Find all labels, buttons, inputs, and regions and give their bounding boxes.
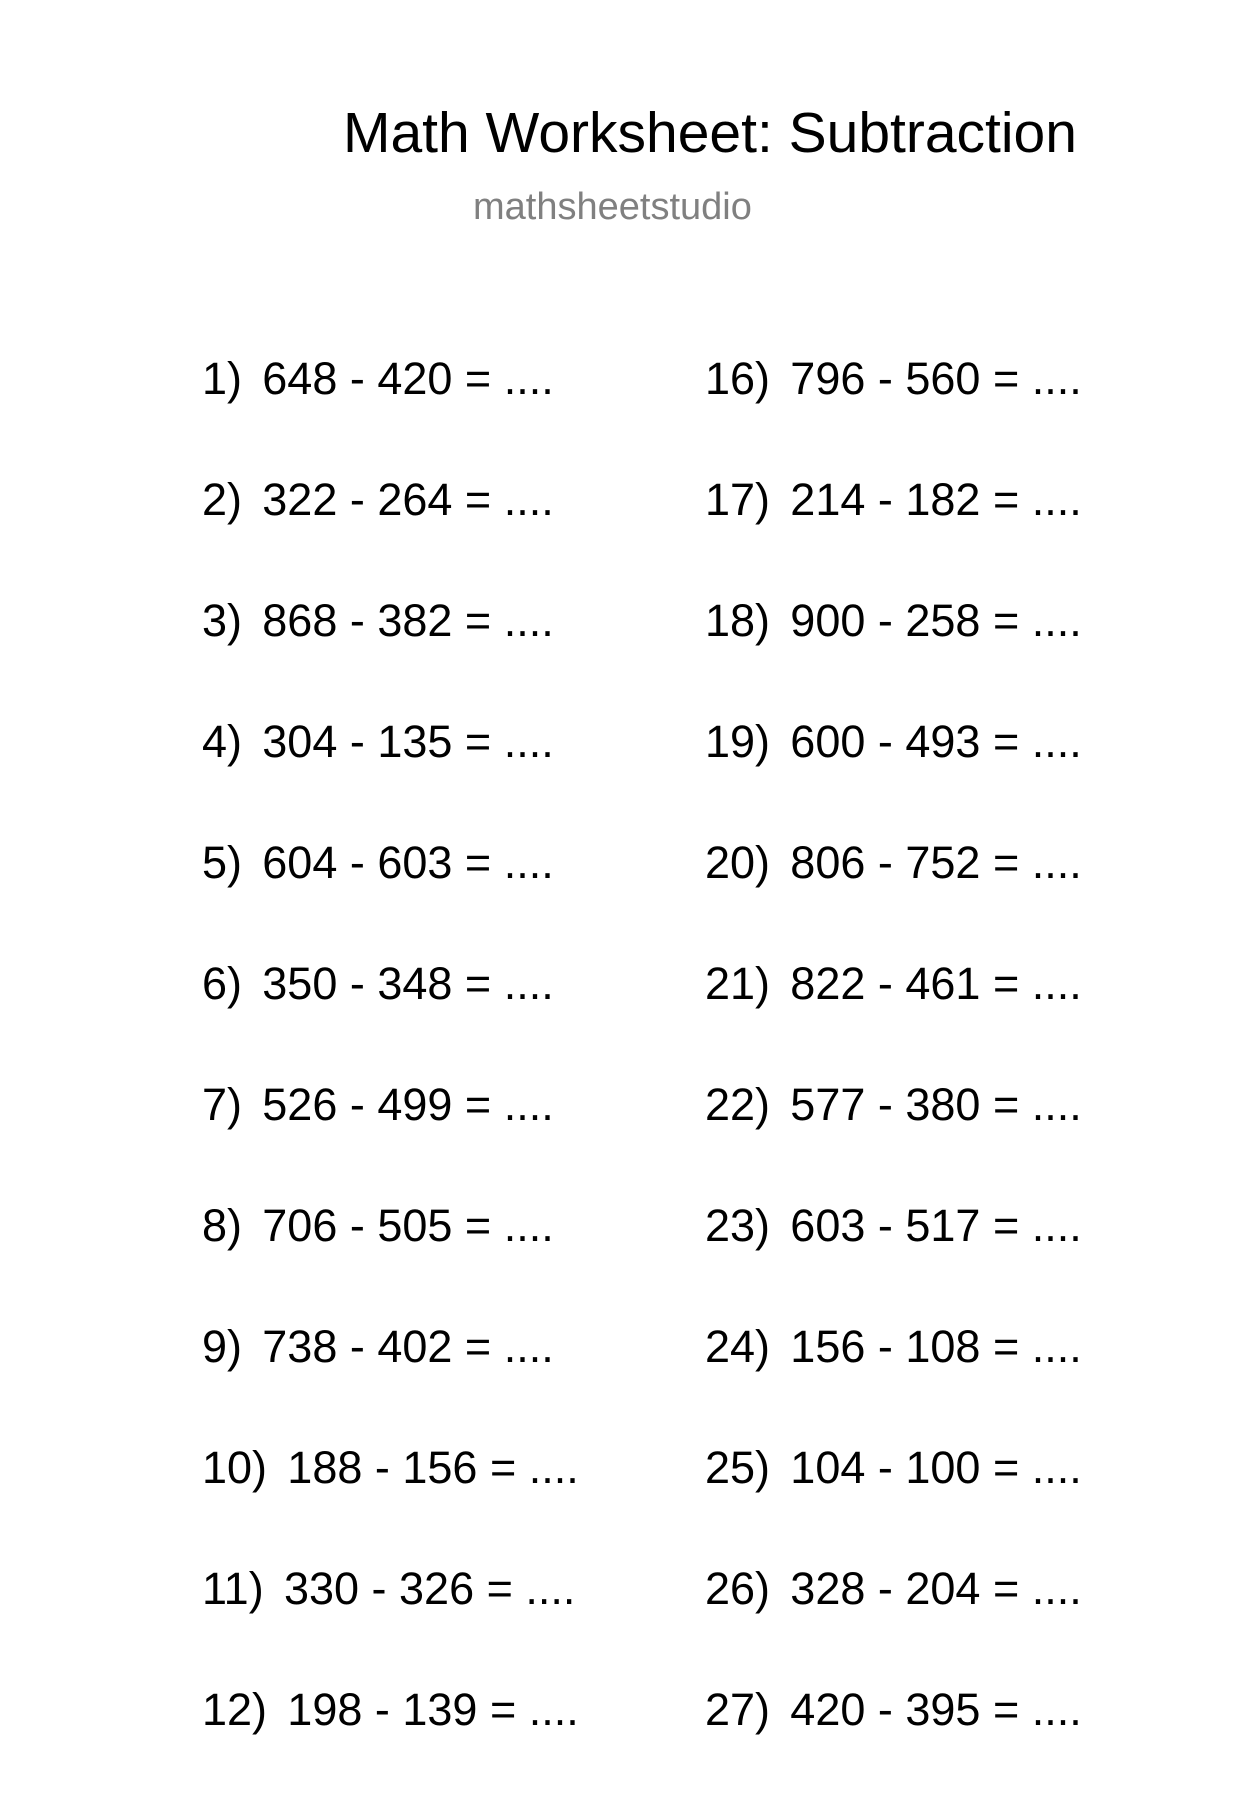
worksheet-subtitle: mathsheetstudio xyxy=(473,186,752,228)
problem-item xyxy=(705,352,1082,473)
problem-expression: 648 - 420 = .... xyxy=(262,353,554,404)
problem-expression: 604 - 603 = .... xyxy=(262,837,554,888)
problem-expression: 868 - 382 = .... xyxy=(262,595,554,646)
problem-item xyxy=(705,1078,1082,1199)
problem-number: 8) xyxy=(202,1200,243,1251)
problem-item xyxy=(202,1078,579,1199)
problem-expression: 214 - 182 = .... xyxy=(790,474,1082,525)
problem-number: 10) xyxy=(202,1442,268,1493)
problem-expression: 806 - 752 = .... xyxy=(790,837,1082,888)
problem-expression: 600 - 493 = .... xyxy=(790,716,1082,767)
problem-item xyxy=(202,1199,579,1320)
problem-number: 24) xyxy=(705,1321,771,1372)
problem-number: 27) xyxy=(705,1684,771,1735)
problem-item xyxy=(202,836,579,957)
problem-expression: 822 - 461 = .... xyxy=(790,958,1082,1009)
problem-number: 26) xyxy=(705,1563,771,1614)
problem-number: 9) xyxy=(202,1321,243,1372)
problem-number: 21) xyxy=(705,958,771,1009)
problem-item xyxy=(202,594,579,715)
problem-expression: 188 - 156 = .... xyxy=(287,1442,579,1493)
problem-item xyxy=(705,473,1082,594)
problem-number: 4) xyxy=(202,716,243,767)
problem-item xyxy=(202,352,579,473)
problem-item xyxy=(202,1683,579,1804)
problem-item xyxy=(202,1320,579,1441)
problem-number: 22) xyxy=(705,1079,771,1130)
problem-expression: 420 - 395 = .... xyxy=(790,1684,1082,1735)
problem-number: 1) xyxy=(202,353,243,404)
problem-number: 2) xyxy=(202,474,243,525)
problem-expression: 738 - 402 = .... xyxy=(262,1321,554,1372)
problem-number: 19) xyxy=(705,716,771,767)
problems-column-left xyxy=(202,352,579,1804)
problem-item xyxy=(705,715,1082,836)
problem-number: 18) xyxy=(705,595,771,646)
worksheet-title: Math Worksheet: Subtraction xyxy=(343,101,1077,165)
problem-item xyxy=(705,1320,1082,1441)
problem-item xyxy=(202,1562,579,1683)
problem-expression: 330 - 326 = .... xyxy=(283,1563,576,1614)
problem-expression: 304 - 135 = .... xyxy=(262,716,554,767)
problem-number: 12) xyxy=(202,1684,268,1735)
problem-number: 3) xyxy=(202,595,243,646)
problem-number: 17) xyxy=(705,474,771,525)
problem-item xyxy=(705,1199,1082,1320)
problem-expression: 350 - 348 = .... xyxy=(262,958,554,1009)
problem-number: 5) xyxy=(202,837,243,888)
problem-item xyxy=(705,836,1082,957)
problem-number: 6) xyxy=(202,958,243,1009)
problem-expression: 104 - 100 = .... xyxy=(790,1442,1082,1493)
problem-number: 23) xyxy=(705,1200,771,1251)
problem-expression: 706 - 505 = .... xyxy=(262,1200,554,1251)
problem-expression: 328 - 204 = .... xyxy=(790,1563,1082,1614)
problem-number: 20) xyxy=(705,837,771,888)
problem-item xyxy=(705,1683,1082,1804)
problem-expression: 322 - 264 = .... xyxy=(262,474,554,525)
problem-item xyxy=(202,715,579,836)
problem-item xyxy=(705,957,1082,1078)
problem-expression: 796 - 560 = .... xyxy=(790,353,1082,404)
problem-item xyxy=(705,1441,1082,1562)
problem-number: 7) xyxy=(202,1079,243,1130)
problem-item xyxy=(705,1562,1082,1683)
problem-expression: 577 - 380 = .... xyxy=(790,1079,1082,1130)
problem-number: 11) xyxy=(202,1563,264,1614)
problem-item xyxy=(705,594,1082,715)
problem-expression: 156 - 108 = .... xyxy=(790,1321,1082,1372)
problem-number: 25) xyxy=(705,1442,771,1493)
problem-expression: 526 - 499 = .... xyxy=(262,1079,554,1130)
problem-expression: 198 - 139 = .... xyxy=(287,1684,579,1735)
problem-expression: 603 - 517 = .... xyxy=(790,1200,1082,1251)
problem-item xyxy=(202,473,579,594)
problem-expression: 900 - 258 = .... xyxy=(790,595,1082,646)
problem-item xyxy=(202,1441,579,1562)
problem-item xyxy=(202,957,579,1078)
problem-number: 16) xyxy=(705,353,771,404)
problems-column-right xyxy=(705,352,1082,1804)
